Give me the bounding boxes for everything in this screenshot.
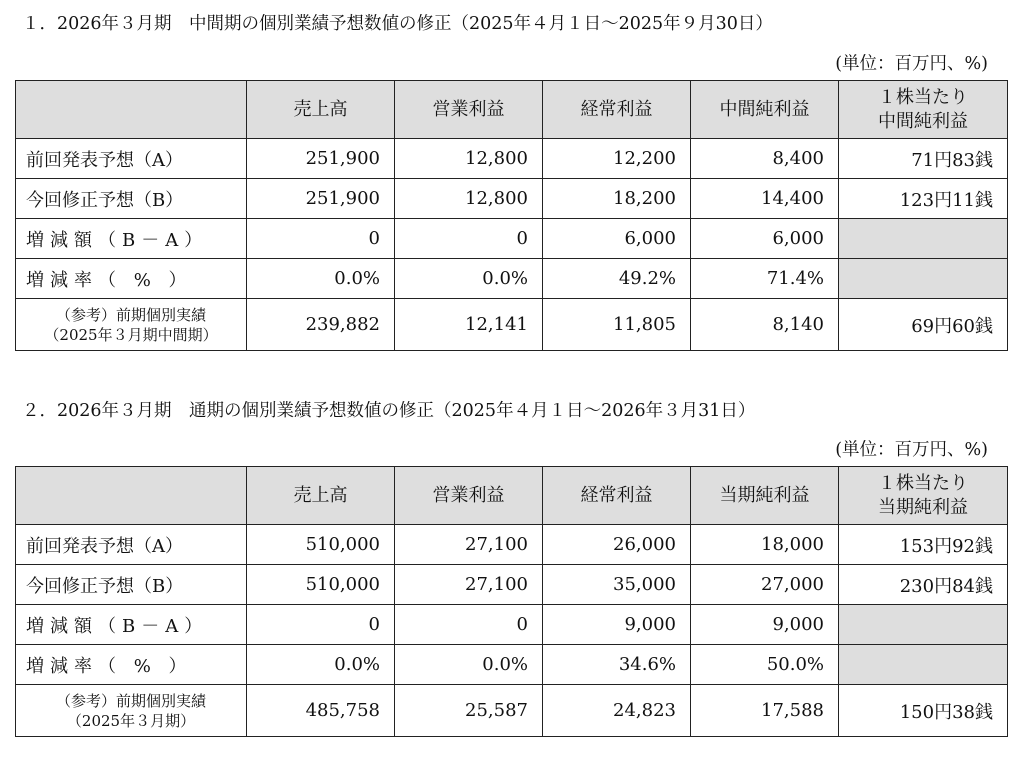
cell-operating-income: 27,100 — [395, 565, 543, 605]
cell-net-income: 14,400 — [691, 179, 839, 219]
cell-eps: 230円84銭 — [839, 565, 1008, 605]
table-row — [16, 605, 1008, 645]
cell-sales: 510,000 — [247, 525, 395, 565]
table-header-row — [16, 81, 1008, 139]
col-header-net-income: 中間純利益 — [691, 81, 839, 139]
cell-operating-income: 0 — [395, 605, 543, 645]
table-row — [16, 525, 1008, 565]
reference-label-line2: （2025年３月期） — [66, 711, 196, 730]
cell-sales: 251,900 — [247, 139, 395, 179]
eps-header-line1: １株当たり — [878, 472, 968, 494]
col-header-net-income: 当期純利益 — [691, 467, 839, 525]
cell-sales: 485,758 — [247, 685, 395, 737]
row-label: 増減率（ % ） — [16, 259, 247, 299]
section1-heading: １．2026年３月期 中間期の個別業績予想数値の修正（2025年４月１日～2025年９月30日） — [22, 14, 773, 34]
cell-ordinary-income: 9,000 — [543, 605, 691, 645]
col-header-sales: 売上高 — [247, 81, 395, 139]
reference-row — [16, 299, 1008, 351]
section1-unit-label: (単位：百万円、%) — [835, 54, 988, 74]
cell-eps: 153円92銭 — [839, 525, 1008, 565]
section2-heading: ２．2026年３月期 通期の個別業績予想数値の修正（2025年４月１日～2026年３月31日） — [22, 401, 756, 421]
cell-eps: 71円83銭 — [839, 139, 1008, 179]
cell-eps: 123円11銭 — [839, 179, 1008, 219]
cell-eps: 69円60銭 — [839, 299, 1008, 351]
cell-net-income: 17,588 — [691, 685, 839, 737]
cell-sales: 0 — [247, 605, 395, 645]
eps-header-line2: 中間純利益 — [878, 110, 968, 132]
cell-sales: 251,900 — [247, 179, 395, 219]
cell-ordinary-income: 18,200 — [543, 179, 691, 219]
reference-row — [16, 685, 1008, 737]
col-header-operating-income: 営業利益 — [395, 81, 543, 139]
header-blank-cell — [16, 81, 247, 139]
cell-operating-income: 0 — [395, 219, 543, 259]
cell-eps-empty — [839, 605, 1008, 645]
table-header-row — [16, 467, 1008, 525]
cell-net-income: 8,400 — [691, 139, 839, 179]
cell-eps-empty — [839, 259, 1008, 299]
row-label: 増減率（ % ） — [16, 645, 247, 685]
cell-ordinary-income: 12,200 — [543, 139, 691, 179]
cell-sales: 0.0% — [247, 259, 395, 299]
eps-header-line2: 当期純利益 — [878, 496, 968, 518]
cell-sales: 0.0% — [247, 645, 395, 685]
cell-ordinary-income: 26,000 — [543, 525, 691, 565]
reference-label-line1: （参考）前期個別実績 — [55, 691, 206, 710]
cell-ordinary-income: 49.2% — [543, 259, 691, 299]
reference-label-line1: （参考）前期個別実績 — [55, 305, 206, 324]
col-header-ordinary-income: 経常利益 — [543, 467, 691, 525]
cell-operating-income: 0.0% — [395, 259, 543, 299]
col-header-operating-income: 営業利益 — [395, 467, 543, 525]
section2-unit-label: (単位：百万円、%) — [835, 440, 988, 460]
reference-label-line2: （2025年３月期中間期） — [44, 325, 218, 344]
cell-eps-empty — [839, 219, 1008, 259]
header-blank-cell — [16, 467, 247, 525]
cell-operating-income: 12,141 — [395, 299, 543, 351]
row-label: 今回修正予想（B） — [16, 565, 247, 605]
col-header-eps — [839, 81, 1008, 139]
cell-sales: 510,000 — [247, 565, 395, 605]
cell-eps-empty — [839, 645, 1008, 685]
row-label: 増減額（B－A） — [16, 605, 247, 645]
cell-ordinary-income: 11,805 — [543, 299, 691, 351]
cell-net-income: 27,000 — [691, 565, 839, 605]
cell-net-income: 9,000 — [691, 605, 839, 645]
cell-net-income: 6,000 — [691, 219, 839, 259]
row-label: 前回発表予想（A） — [16, 139, 247, 179]
cell-net-income: 71.4% — [691, 259, 839, 299]
cell-sales: 0 — [247, 219, 395, 259]
cell-net-income: 8,140 — [691, 299, 839, 351]
table-row — [16, 179, 1008, 219]
cell-operating-income: 27,100 — [395, 525, 543, 565]
cell-net-income: 18,000 — [691, 525, 839, 565]
cell-ordinary-income: 34.6% — [543, 645, 691, 685]
eps-header-line1: １株当たり — [878, 86, 968, 108]
cell-operating-income: 0.0% — [395, 645, 543, 685]
cell-operating-income: 25,587 — [395, 685, 543, 737]
full-year-forecast-table — [15, 466, 1008, 737]
table-row — [16, 259, 1008, 299]
cell-ordinary-income: 6,000 — [543, 219, 691, 259]
reference-label — [16, 299, 247, 351]
cell-sales: 239,882 — [247, 299, 395, 351]
col-header-ordinary-income: 経常利益 — [543, 81, 691, 139]
row-label: 今回修正予想（B） — [16, 179, 247, 219]
table-row — [16, 565, 1008, 605]
cell-operating-income: 12,800 — [395, 179, 543, 219]
cell-ordinary-income: 35,000 — [543, 565, 691, 605]
cell-net-income: 50.0% — [691, 645, 839, 685]
cell-eps: 150円38銭 — [839, 685, 1008, 737]
table-row — [16, 219, 1008, 259]
row-label: 増減額（B－A） — [16, 219, 247, 259]
table-row — [16, 139, 1008, 179]
reference-label — [16, 685, 247, 737]
col-header-eps — [839, 467, 1008, 525]
col-header-sales: 売上高 — [247, 467, 395, 525]
cell-ordinary-income: 24,823 — [543, 685, 691, 737]
cell-operating-income: 12,800 — [395, 139, 543, 179]
interim-forecast-table — [15, 80, 1008, 351]
row-label: 前回発表予想（A） — [16, 525, 247, 565]
table-row — [16, 645, 1008, 685]
